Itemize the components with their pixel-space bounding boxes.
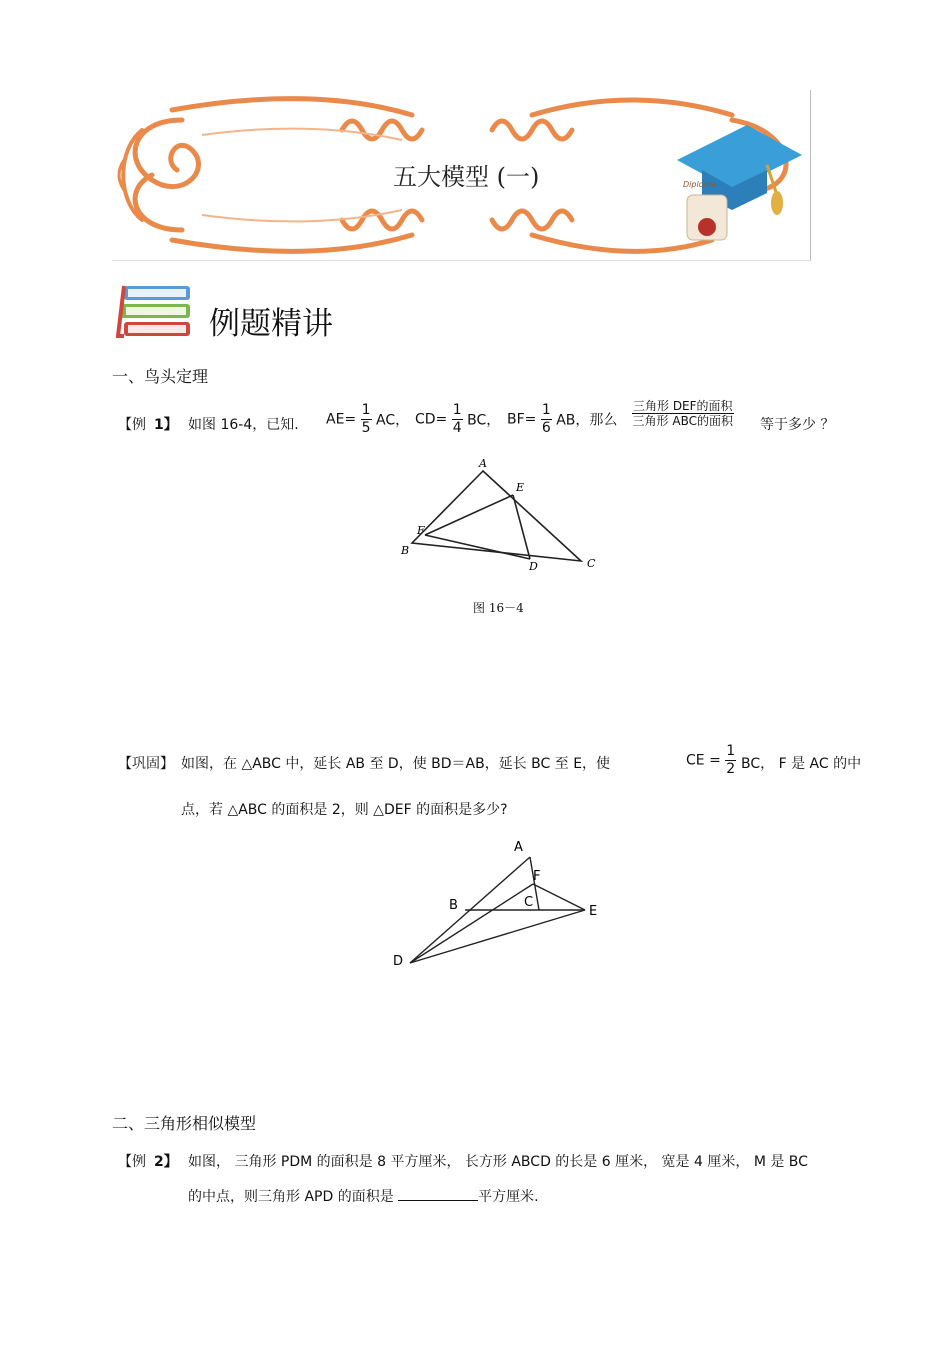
example2-line2: 的中点，则三角形 APD 的面积是 平方厘米. xyxy=(188,1189,539,1205)
figure-caption: 图 16－4 xyxy=(473,601,524,615)
diploma-text: Diploma xyxy=(683,180,717,189)
consolidation-line1a: 如图，在 △ABC 中，延长 AB 至 D，使 BD＝AB，延长 BC 至 E，使 xyxy=(181,756,611,772)
label-e: E xyxy=(589,904,598,919)
label-a: A xyxy=(479,457,487,470)
example1-question: 等于多少 ？ xyxy=(760,417,835,433)
bf-expr: BF= $\frac{1}{6}$ AB，那么 xyxy=(507,402,618,436)
label-b: B xyxy=(449,898,458,913)
label-f: F xyxy=(417,524,425,537)
label-c: C xyxy=(587,557,596,570)
example2-line1: 如图， 三角形 PDM 的面积是 8 平方厘米， 长方形 ABCD 的长是 6 厘米， 宽是 4 厘米， M 是 BC xyxy=(188,1154,808,1170)
label-d: D xyxy=(393,954,404,969)
answer-blank[interactable] xyxy=(398,1200,478,1201)
example2-tag: 【例 2】 xyxy=(118,1154,178,1170)
label-f: F xyxy=(533,869,541,884)
part2-heading: 二、三角形相似模型 xyxy=(112,1114,257,1133)
consolidation-line1b: BC， F 是 AC 的中 xyxy=(741,756,862,772)
consolidation-tag: 【巩固】 xyxy=(118,756,174,772)
example1-intro: 如图 16-4，已知. xyxy=(188,417,299,433)
figure-16-4 xyxy=(395,455,605,575)
part1-heading: 一、鸟头定理 xyxy=(112,367,209,386)
ce-expr: CE = $\frac{1}{2}$ xyxy=(686,743,736,777)
consolidation-line2: 点，若 △ABC 的面积是 2，则 △DEF 的面积是多少? xyxy=(181,802,508,818)
label-a: A xyxy=(514,840,523,855)
label-b: B xyxy=(401,544,410,557)
label-c: C xyxy=(524,895,534,910)
label-d: D xyxy=(529,560,538,573)
ae-expr: AE= $\frac{1}{5}$ AC， xyxy=(326,402,410,436)
example1-tag: 【例 1】 xyxy=(118,417,178,433)
area-ratio-fraction: $\frac{\text{三角形 DEF的面积}}{\text{三角形 ABC的面积}}$ xyxy=(632,399,733,429)
figure-triangle-def xyxy=(385,832,615,972)
cd-expr: CD= $\frac{1}{4}$ BC， xyxy=(415,402,501,436)
label-e: E xyxy=(516,481,525,494)
books-icon xyxy=(116,284,198,340)
page-title: 五大模型 (一) xyxy=(393,163,540,191)
section-title: 例题精讲 xyxy=(209,306,333,342)
